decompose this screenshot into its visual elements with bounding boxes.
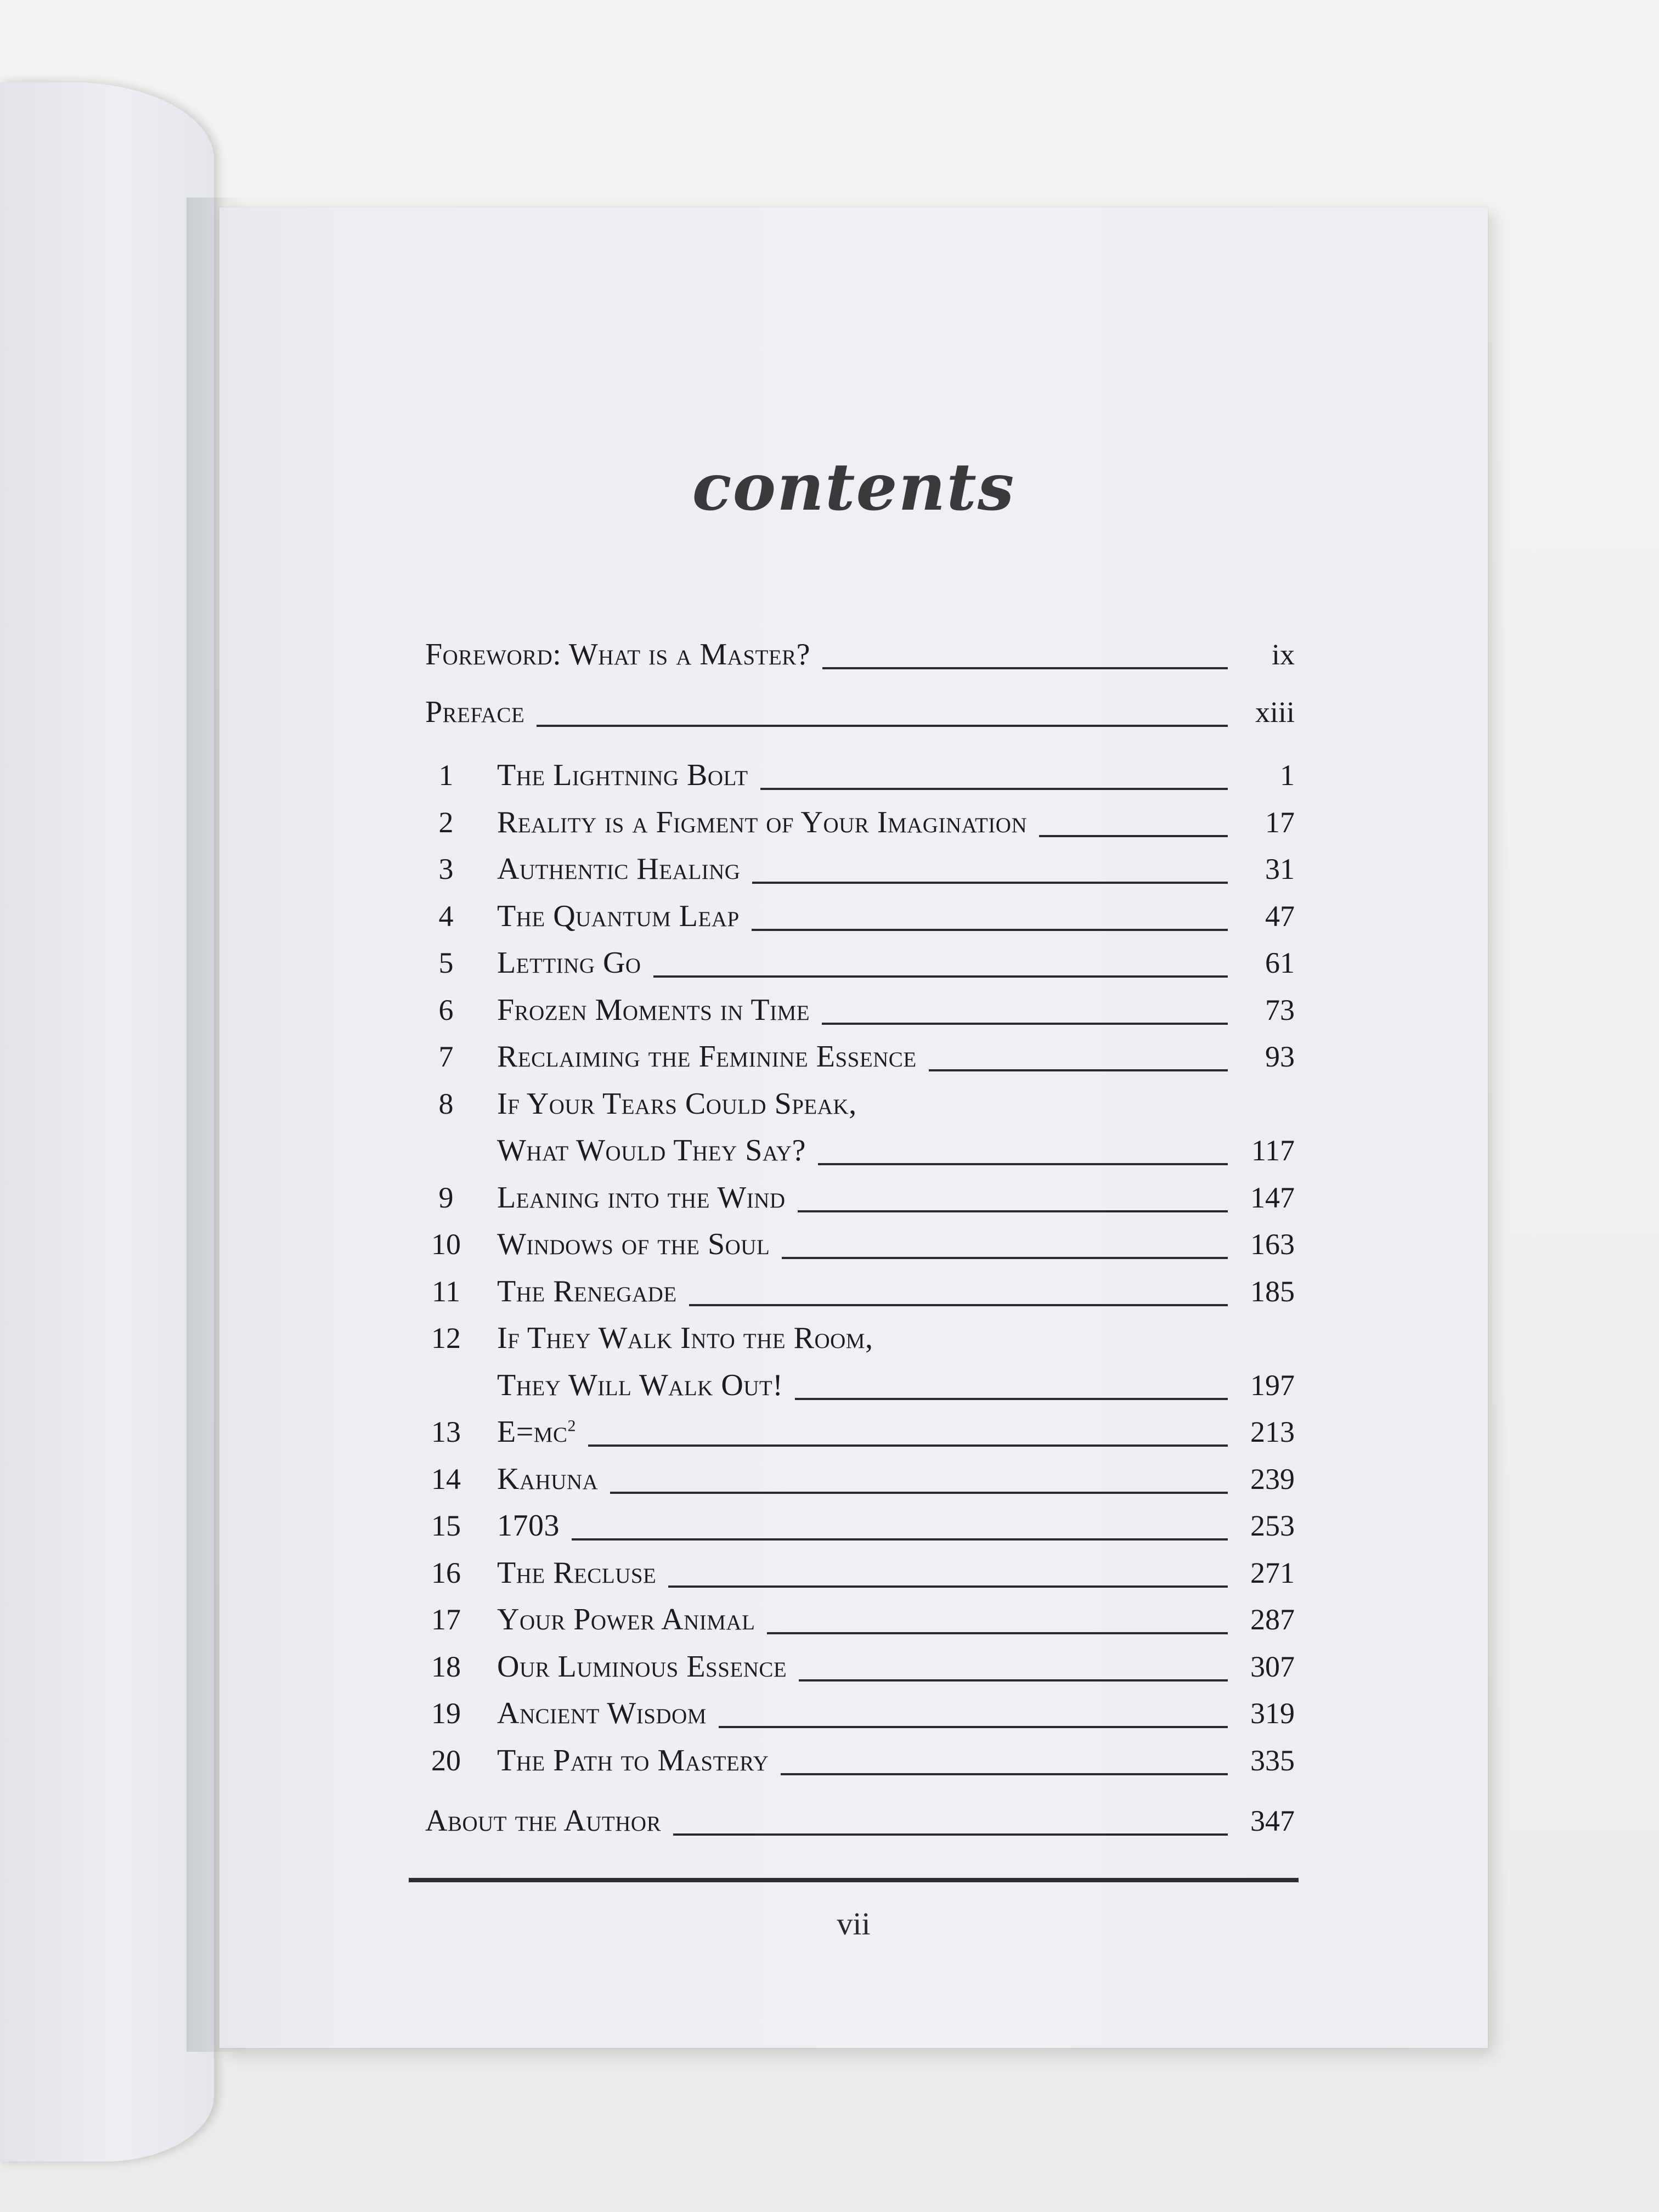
page-folio: vii xyxy=(837,1906,871,1942)
entry-page-number: 147 xyxy=(1250,1181,1295,1214)
dot-leader-line xyxy=(767,1632,1228,1634)
dot-leader-line xyxy=(782,1257,1228,1259)
toc-chapter-row xyxy=(219,844,1488,894)
entry-page-number: 73 xyxy=(1265,993,1295,1026)
entry-title xyxy=(497,844,740,894)
dot-leader-line xyxy=(760,788,1228,790)
toc-chapter-row xyxy=(219,891,1488,941)
entry-title xyxy=(497,1736,769,1785)
entry-page-number: ix xyxy=(1271,638,1295,671)
entry-title-text: Our Luminous Essence xyxy=(497,1649,787,1684)
toc-back-matter-row xyxy=(219,1796,1488,1846)
entry-page-number: xiii xyxy=(1255,696,1295,729)
dot-leader-line xyxy=(1039,835,1228,837)
chapter-number: 17 xyxy=(431,1603,461,1636)
entry-page-number: 1 xyxy=(1280,759,1295,792)
chapter-number: 12 xyxy=(431,1322,461,1355)
entry-page-number: 117 xyxy=(1251,1134,1295,1167)
entry-title xyxy=(497,985,810,1035)
chapter-number: 14 xyxy=(431,1462,461,1496)
dot-leader-line xyxy=(588,1444,1228,1447)
dot-leader-line xyxy=(689,1304,1228,1306)
bottom-rule xyxy=(409,1878,1299,1882)
entry-title-text: Authentic Healing xyxy=(497,852,741,886)
entry-title-text: The Path to Mastery xyxy=(497,1743,769,1778)
entry-title xyxy=(497,938,641,988)
toc-chapter-row xyxy=(219,1267,1488,1316)
chapter-number: 20 xyxy=(431,1743,461,1777)
entry-title-text: Reclaiming the Feminine Essence xyxy=(497,1040,917,1074)
entry-title xyxy=(497,1361,783,1410)
chapter-number: 7 xyxy=(438,1040,454,1073)
entry-title-text: Reality is a Figment of Your Imagination xyxy=(497,805,1028,839)
entry-page-number: 93 xyxy=(1265,1040,1295,1073)
toc-chapter-row xyxy=(219,1361,1488,1410)
toc-chapter-row xyxy=(219,938,1488,988)
entry-page-number: 17 xyxy=(1265,805,1295,839)
dot-leader-line xyxy=(673,1833,1228,1836)
entry-title-text: The Lightning Bolt xyxy=(497,758,748,792)
dot-leader-line xyxy=(799,1679,1228,1681)
chapter-number: 15 xyxy=(431,1509,461,1542)
dot-leader-line xyxy=(537,725,1228,727)
entry-title xyxy=(497,1313,873,1363)
dot-leader-line xyxy=(781,1773,1228,1775)
dot-leader-line xyxy=(572,1538,1228,1541)
entry-title-text: Your Power Animal xyxy=(497,1602,755,1637)
dot-leader-line xyxy=(752,882,1228,884)
entry-title xyxy=(497,1220,770,1269)
toc-chapter-row xyxy=(219,751,1488,800)
entry-title xyxy=(497,1407,576,1457)
entry-title-text: Leaning into the Wind xyxy=(497,1180,786,1215)
entry-title xyxy=(425,630,810,679)
chapter-number: 4 xyxy=(438,899,454,933)
dot-leader-line xyxy=(822,667,1228,669)
chapter-number: 19 xyxy=(431,1697,461,1730)
chapter-number: 13 xyxy=(431,1415,461,1448)
chapter-number: 10 xyxy=(431,1228,461,1261)
dot-leader-line xyxy=(668,1585,1228,1588)
toc-chapter-row xyxy=(219,1548,1488,1598)
entry-page-number: 319 xyxy=(1250,1697,1295,1730)
toc-chapter-row xyxy=(219,1220,1488,1269)
entry-page-number: 307 xyxy=(1250,1650,1295,1683)
entry-title-text: Windows of the Soul xyxy=(497,1227,770,1261)
entry-title xyxy=(497,1454,598,1504)
entry-page-number: 253 xyxy=(1250,1509,1295,1542)
dot-leader-line xyxy=(653,975,1228,978)
chapter-number: 3 xyxy=(438,853,454,885)
toc-chapter-row xyxy=(219,1173,1488,1222)
dot-leader-line xyxy=(795,1398,1228,1400)
toc-chapter-row xyxy=(219,1313,1488,1363)
entry-title xyxy=(497,1173,786,1222)
entry-page-number: 213 xyxy=(1250,1415,1295,1448)
dot-leader-line xyxy=(929,1069,1228,1071)
entry-page-number: 197 xyxy=(1250,1368,1295,1402)
entry-title-text: The Recluse xyxy=(497,1555,657,1590)
entry-page-number: 31 xyxy=(1265,853,1295,885)
entry-title xyxy=(497,1689,707,1738)
entry-title xyxy=(497,891,740,941)
entry-title-text: Frozen Moments in Time xyxy=(497,992,810,1027)
entry-title-text: If They Walk Into the Room, xyxy=(497,1321,873,1355)
entry-title-text: Ancient Wisdom xyxy=(497,1696,707,1730)
toc-chapter-row xyxy=(219,1032,1488,1081)
toc-chapter-row xyxy=(219,1407,1488,1457)
entry-title-text: They Will Walk Out! xyxy=(497,1368,783,1402)
entry-title-text: The Quantum Leap xyxy=(497,899,740,933)
entry-title xyxy=(425,1796,661,1846)
entry-title-text: 1703 xyxy=(497,1509,560,1543)
entry-page-number: 335 xyxy=(1250,1743,1295,1777)
toc-chapter-row xyxy=(219,1126,1488,1175)
chapter-number: 1 xyxy=(438,759,454,792)
entry-page-number: 287 xyxy=(1250,1603,1295,1636)
dot-leader-line xyxy=(752,929,1228,931)
entry-page-number: 185 xyxy=(1250,1274,1295,1308)
contents-title: contents xyxy=(692,449,1015,525)
entry-title-text: Letting Go xyxy=(497,946,641,980)
toc-chapter-row xyxy=(219,1501,1488,1550)
entry-title-text: What Would They Say? xyxy=(497,1133,806,1167)
chapter-number: 5 xyxy=(438,946,454,979)
entry-title-text: Kahuna xyxy=(497,1462,599,1496)
entry-title-text: Preface xyxy=(425,695,525,729)
chapter-number: 2 xyxy=(438,805,454,839)
toc-chapter-row xyxy=(219,1642,1488,1691)
dot-leader-line xyxy=(798,1210,1228,1212)
entry-page-number: 239 xyxy=(1250,1462,1295,1496)
toc-front-matter-row xyxy=(219,630,1488,679)
entry-page-number: 271 xyxy=(1250,1556,1295,1589)
dot-leader-line xyxy=(610,1492,1228,1494)
book-page xyxy=(219,207,1488,2048)
entry-title-text: E=mc xyxy=(497,1415,568,1449)
entry-title xyxy=(497,1501,560,1550)
entry-title-text: Foreword: What is a Master? xyxy=(425,637,811,672)
chapter-number: 9 xyxy=(438,1181,454,1214)
entry-title xyxy=(497,1642,787,1691)
entry-title-text: If Your Tears Could Speak, xyxy=(497,1086,857,1121)
chapter-number: 18 xyxy=(431,1650,461,1683)
chapter-number: 8 xyxy=(438,1087,454,1120)
chapter-number: 6 xyxy=(438,993,454,1026)
entry-title-text: The Renegade xyxy=(497,1274,677,1308)
dot-leader-line xyxy=(719,1726,1228,1728)
toc-chapter-row xyxy=(219,798,1488,847)
superscript: 2 xyxy=(567,1417,576,1435)
toc-chapter-row xyxy=(219,1079,1488,1128)
toc-chapter-row xyxy=(219,1736,1488,1785)
facing-left-page xyxy=(0,82,214,2162)
toc-chapter-row xyxy=(219,985,1488,1035)
entry-title xyxy=(497,751,748,800)
toc-front-matter-row xyxy=(219,687,1488,737)
entry-title xyxy=(425,687,524,737)
entry-page-number: 163 xyxy=(1250,1228,1295,1261)
entry-title xyxy=(497,1595,755,1644)
entry-page-number: 61 xyxy=(1265,946,1295,979)
entry-title xyxy=(497,798,1027,847)
entry-page-number: 347 xyxy=(1250,1804,1295,1837)
entry-title xyxy=(497,1548,656,1598)
entry-title xyxy=(497,1032,917,1081)
toc-chapter-row xyxy=(219,1689,1488,1738)
dot-leader-line xyxy=(822,1023,1228,1025)
chapter-number: 11 xyxy=(432,1274,460,1308)
entry-page-number: 47 xyxy=(1265,899,1295,933)
toc-chapter-row xyxy=(219,1454,1488,1504)
entry-title xyxy=(497,1079,857,1128)
toc-chapter-row xyxy=(219,1595,1488,1644)
dot-leader-line xyxy=(818,1163,1228,1165)
entry-title xyxy=(497,1267,677,1316)
entry-title-text: About the Author xyxy=(425,1804,662,1838)
entry-title xyxy=(497,1126,806,1175)
chapter-number: 16 xyxy=(431,1556,461,1589)
